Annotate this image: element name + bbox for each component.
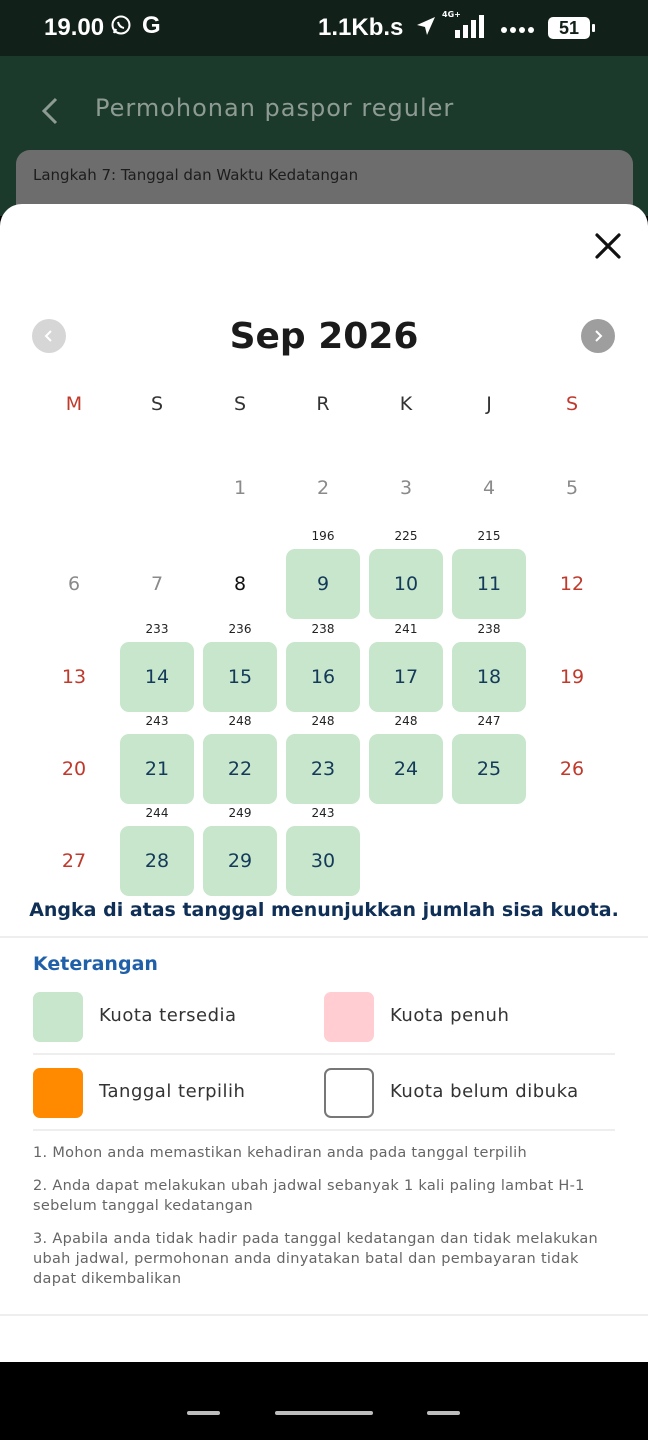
weekday-label: S [565,393,579,415]
home-button[interactable] [275,1411,373,1415]
quota-label: 196 [311,529,335,543]
date-cell-available[interactable]: 28 [120,826,194,896]
quota-label: 247 [477,714,501,728]
date-cell: 26 [559,758,585,780]
legend-swatch-selected [33,1068,83,1118]
quota-label: 243 [311,806,335,820]
weekday-label: K [399,393,413,415]
quota-label: 241 [394,622,418,636]
month-title: Sep 2026 [229,316,419,357]
date-cell: 12 [559,573,585,595]
date-cell-available[interactable]: 30 [286,826,360,896]
weekday-label: S [150,393,164,415]
date-cell-available[interactable]: 16 [286,642,360,712]
date-cell: 8 [233,573,247,595]
quota-label: 215 [477,529,501,543]
note-2: 2. Anda dapat melakukan ubah jadwal sebanyak 1 kali paling lambat H-1 sebelum tanggal kedatangan [33,1178,585,1214]
date-cell: 7 [150,573,164,595]
date-cell: 2 [316,477,330,499]
quota-label: 249 [228,806,252,820]
divider [0,1314,648,1316]
date-cell-available[interactable]: 22 [203,734,277,804]
quota-label: 238 [311,622,335,636]
quota-label: 236 [228,622,252,636]
legend-swatch-not-open [324,1068,374,1118]
quota-label: 238 [477,622,501,636]
date-cell-available[interactable]: 23 [286,734,360,804]
quota-label: 233 [145,622,169,636]
recents-button[interactable] [187,1411,220,1415]
back-button[interactable] [427,1411,460,1415]
weekday-label: S [233,393,247,415]
legend-heading: Keterangan [33,953,158,975]
date-cell-available[interactable]: 18 [452,642,526,712]
weekday-label: R [316,393,330,415]
signal-icon [455,14,491,43]
close-icon[interactable] [590,228,626,264]
legend-label-selected: Tanggal terpilih [99,1081,246,1102]
legend-divider [33,1053,615,1055]
date-cell-available[interactable]: 14 [120,642,194,712]
legend-label-not-open: Kuota belum dibuka [390,1081,579,1102]
date-cell: 19 [559,666,585,688]
date-cell: 5 [565,477,579,499]
legend-divider [33,1129,615,1131]
whatsapp-icon [110,14,132,41]
weekday-label: J [486,393,492,415]
date-cell: 6 [67,573,81,595]
date-cell-available[interactable]: 9 [286,549,360,619]
status-bar [0,0,648,56]
legend-label-available: Kuota tersedia [99,1005,237,1026]
date-cell: 1 [233,477,247,499]
quota-label: 248 [228,714,252,728]
date-cell: 3 [399,477,413,499]
date-cell-available[interactable]: 10 [369,549,443,619]
quota-hint: Angka di atas tanggal menunjukkan jumlah sisa kuota. [29,899,619,921]
background-app [0,56,648,216]
calendar-sheet [0,204,648,1362]
date-cell-available[interactable]: 29 [203,826,277,896]
system-nav-bar [0,1362,648,1440]
quota-label: 248 [311,714,335,728]
legend-label-full: Kuota penuh [390,1005,510,1026]
date-cell-available[interactable]: 21 [120,734,194,804]
note-3: 3. Apabila anda tidak hadir pada tanggal kedatangan dan tidak melakukan ubah jadwal, permohonan anda dinyatakan batal dan pembayaran tidak dapat dikembalikan [33,1231,599,1287]
network-speed: 1.1Kb.s [318,14,404,41]
status-time: 19.00 [44,14,105,41]
date-cell-available[interactable]: 15 [203,642,277,712]
date-cell-available[interactable]: 25 [452,734,526,804]
date-cell: 4 [482,477,496,499]
quota-label: 248 [394,714,418,728]
chevron-right-icon [591,329,605,343]
network-type: 4G+ [442,10,461,19]
date-cell-available[interactable]: 24 [369,734,443,804]
step-label: Langkah 7: Tanggal dan Waktu Kedatangan [33,166,359,184]
battery-icon: 51 [548,17,590,39]
location-arrow-icon [414,14,438,43]
legend-swatch-available [33,992,83,1042]
date-cell-available[interactable]: 17 [369,642,443,712]
quota-label: 225 [394,529,418,543]
g-app-icon: G [142,12,161,39]
next-month-button[interactable] [581,319,615,353]
date-cell: 20 [61,758,87,780]
weekday-label: M [65,393,83,415]
more-dots-icon [500,16,536,41]
quota-label: 243 [145,714,169,728]
date-cell-available[interactable]: 11 [452,549,526,619]
note-1: 1. Mohon anda memastikan kehadiran anda pada tanggal terpilih [33,1145,527,1161]
back-icon[interactable] [40,96,60,134]
date-cell: 27 [61,850,87,872]
date-cell: 13 [61,666,87,688]
legend-swatch-full [324,992,374,1042]
background-title: Permohonan paspor reguler [95,94,455,122]
quota-label: 244 [145,806,169,820]
divider [0,936,648,938]
